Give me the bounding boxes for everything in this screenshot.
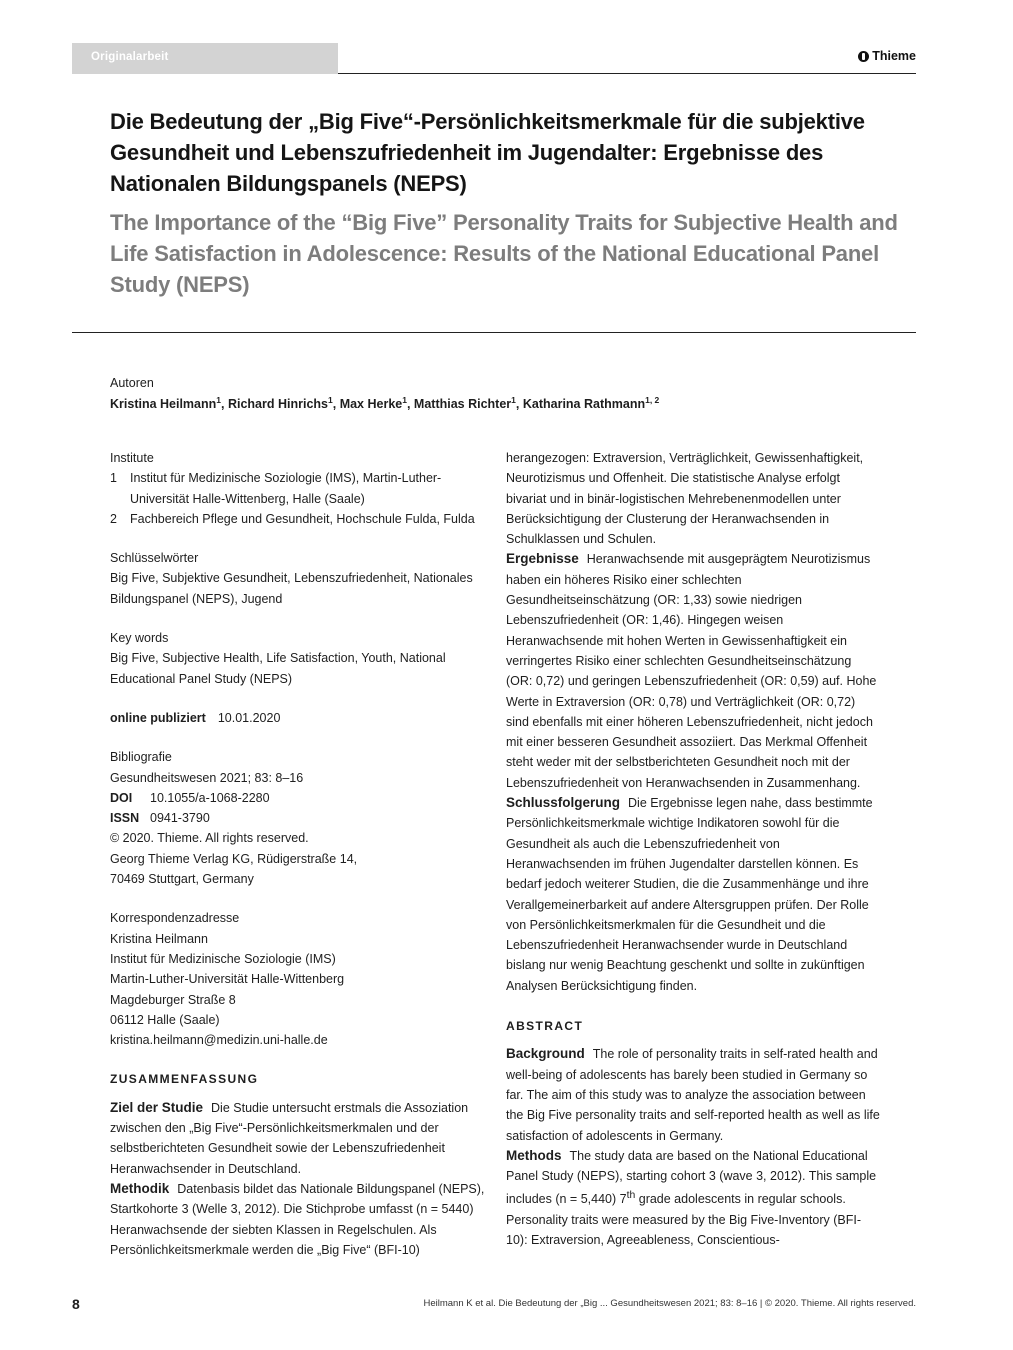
abstract-heading: ABSTRACT [506, 1019, 584, 1034]
author-name: Max Herke [339, 397, 403, 412]
methodik-label: Methodik [110, 1180, 170, 1196]
correspondence-line: Martin-Luther-Universität Halle-Wittenberg [110, 972, 345, 987]
author-affiliation: 1 [216, 395, 222, 405]
left-column [110, 448, 485, 1260]
section-label: Originalarbeit [91, 51, 169, 63]
doi-label: DOI [110, 790, 133, 805]
institute-label: Institute [110, 451, 154, 465]
issn-value: 0941-3790 [150, 811, 210, 826]
header-rule [338, 73, 916, 74]
institute-text: Institut für Medizinische Soziologie (IMS), Martin-Luther-Universität Halle-Wittenberg, Halle (Saale) [130, 471, 442, 506]
methodik-paragraph [110, 1179, 485, 1260]
background-text: The role of personality traits in self-rated health and well-being of adolescents has barely been studied in Germany so far. The aim of this study was to analyze the association between the Big Five personality traits and self-reported health as well as life satisfaction of adolescents in Germany. [506, 1047, 880, 1143]
authors-label: Autoren [110, 376, 154, 390]
correspondence-line: Magdeburger Straße 8 [110, 992, 236, 1007]
author-list: Kristina Heilmann$^1$, Richard Hinrichs$^1$, Max Herke$^1$, Matthias Richter$^1$, Katharina Rathmann$^{1, 2}$ [110, 395, 660, 412]
methods-label: Methods [506, 1147, 562, 1163]
methodik-text: Datenbasis bildet das Nationale Bildungspanel (NEPS), Startkohorte 3 (Welle 3, 2012). Die Stichprobe umfasst (n = 5440) Heranwachsende der siebten Klassen in Regelschulen. Als Persönlichkeitsmerkmale werden die „Big Five“ (BFI-10) [110, 1181, 485, 1257]
publisher-address-2: 70469 Stuttgart, Germany [110, 872, 254, 887]
ziel-text: Die Studie untersucht erstmals die Assoziation zwischen den „Big Five“-Persönlichkeitsmerkmalen und der selbstberichteten Gesundheit sowie der Lebenszufriedenheit Heranwachsender in Deutschland. [110, 1100, 469, 1176]
keywords-de-text: Big Five, Subjektive Gesundheit, Lebenszufriedenheit, Nationales Bildungspanel (NEPS), Jugend [110, 571, 473, 606]
thieme-logo-icon [858, 51, 869, 62]
ziel-label: Ziel der Studie [110, 1099, 204, 1115]
author-name: Kristina Heilmann [110, 397, 217, 412]
methodik-continuation: herangezogen: Extraversion, Verträglichkeit, Gewissenhaftigkeit, Neurotizismus und Offenheit. Die statistische Analyse erfolgt bivariat und in binär-logistischen Mehrebenenmodellen unter Berücksichtigung der Clusterung der Heranwachsenden in Schulklassen und Schulen. [506, 451, 864, 547]
doi-value: 10.1055/a-1068-2280 [150, 790, 270, 805]
keywords-en-text: Big Five, Subjective Health, Life Satisfaction, Youth, National Educational Panel Study (NEPS) [110, 651, 446, 686]
schluss-paragraph [506, 793, 881, 996]
footer-citation: Heilmann K et al. Die Bedeutung der „Big ... Gesundheitswesen 2021; 83: 8–16 | © 2020. Thieme. All rights reserved. [423, 1298, 916, 1309]
keywords-en-block [110, 628, 485, 689]
schluss-text: Die Ergebnisse legen nahe, dass bestimmte Persönlichkeitsmerkmale wichtige Indikatoren sowohl für die Gesundheit als auch die Lebenszufriedenheit von Heranwachsenden im frühen Jugendalter darstellen können. Es bedarf jedoch weiterer Studien, die die Zusammenhänge und ihre Verallgemeinerbarkeit auf andere Altersgruppen prüfen. Der Rolle von Persönlichkeitsmerkmalen für die Gesundheit und die Lebenszufriedenheit Heranwachsender wurde in Deutschland bislang nur wenig Beachtung geschenkt und sollte in zukünftigen Analysen Berücksichtigung finden. [506, 796, 873, 993]
online-label: online publiziert [110, 710, 206, 725]
correspondence-block [110, 908, 485, 1050]
right-column [506, 448, 881, 1250]
correspondence-label: Korrespondenzadresse [110, 911, 240, 926]
ziel-paragraph [110, 1098, 485, 1179]
author-name: Richard Hinrichs [227, 397, 328, 412]
schluss-label: Schlussfolgerung [506, 795, 621, 811]
institute-text: Fachbereich Pflege und Gesundheit, Hochschule Fulda, Fulda [130, 511, 475, 526]
author-affiliation: 1 [511, 395, 516, 405]
ergebnisse-label: Ergebnisse [506, 551, 579, 567]
zusammenfassung-heading: ZUSAMMENFASSUNG [110, 1072, 259, 1087]
ergebnisse-paragraph [506, 549, 881, 793]
institute-number: 2 [110, 511, 117, 526]
correspondence-line: Kristina Heilmann [110, 931, 208, 946]
publisher-address-1: Georg Thieme Verlag KG, Rüdigerstraße 14, [110, 851, 358, 866]
ergebnisse-text: Heranwachsende mit ausgeprägtem Neurotizismus haben ein höheres Risiko einer schlechten Gesundheitseinschätzung (OR: 1,33) sowie niedrigen Lebenszufriedenheit (OR: 1,46). Hingegen weisen Heranwachsende mit hohen Werten in Gewissenhaftigkeit ein verringertes Risiko einer schlechten Gesundheitseinschätzung (OR: 0,72) und geringen Lebenszufriedenheit (OR: 0,59) auf. Hohe Werte in Extraversion (OR: 0,78) und Verträglichkeit (OR: 0,72) sind ebenfalls mit einer höheren Lebenszufriedenheit, nicht jedoch mit einer besseren Gesundheit assoziiert. Das Merkmal Offenheit steht weder mit der selbstberichteten Gesundheit noch mit der Lebenszufriedenheit von Heranwachsenden in Zusammenhang. [506, 552, 877, 790]
institute-block [110, 448, 485, 529]
correspondence-line: 06112 Halle (Saale) [110, 1012, 220, 1027]
methods-text-a: The study data are based on the National Educational Panel Study (NEPS), starting cohort 3 (wave 3, 2012). This sample includes (n = 5,440) 7 [506, 1148, 877, 1207]
keywords-en-label: Key words [110, 631, 169, 646]
author-name: Matthias Richter [413, 397, 512, 412]
page-number: 8 [72, 1296, 80, 1312]
bibliography-block [110, 747, 485, 889]
author-affiliation: 1 [328, 395, 333, 405]
correspondence-line: Institut für Medizinische Soziologie (IMS) [110, 951, 336, 966]
institute-item [110, 468, 485, 509]
author-affiliation: 1, 2 [645, 395, 660, 405]
issn-row [110, 808, 485, 828]
section-label-band [72, 43, 338, 74]
issn-label: ISSN [110, 811, 140, 826]
bibliography-label: Bibliografie [110, 750, 172, 765]
title-english: The Importance of the “Big Five” Personality Traits for Subjective Health and Life Satisfaction in Adolescence: Results of the National Educational Panel Study (NEPS) [110, 210, 898, 297]
background-paragraph [506, 1044, 881, 1145]
online-date: 10.01.2020 [217, 710, 281, 725]
copyright: © 2020. Thieme. All rights reserved. [110, 831, 309, 846]
methods-superscript: th [626, 1190, 636, 1202]
author-affiliation: 1 [402, 395, 407, 405]
methods-paragraph [506, 1146, 881, 1251]
online-published [110, 708, 485, 728]
methods-text-b: grade adolescents in regular schools. Personality traits were measured by the Big Five-Inventory (BFI-10): Extraversion, Agreeableness, Conscientious- [506, 1192, 861, 1248]
publisher-logo [858, 49, 916, 63]
title-german: Die Bedeutung der „Big Five“-Persönlichkeitsmerkmale für die subjektive Gesundheit und Lebenszufriedenheit im Jugendalter: Ergebnisse des Nationalen Bildungspanels (NEPS) [110, 109, 865, 196]
institute-item [110, 509, 485, 529]
keywords-de-label: Schlüsselwörter [110, 551, 199, 566]
correspondence-email[interactable]: kristina.heilmann@medizin.uni-halle.de [110, 1033, 328, 1048]
background-label: Background [506, 1046, 585, 1062]
journal-citation: Gesundheitswesen 2021; 83: 8–16 [110, 770, 304, 785]
keywords-de-block [110, 548, 485, 609]
publisher-name: Thieme [872, 49, 916, 63]
doi-row [110, 788, 485, 808]
author-name: Katharina Rathmann [522, 397, 646, 412]
institute-number: 1 [110, 471, 117, 486]
title-rule [72, 332, 916, 333]
